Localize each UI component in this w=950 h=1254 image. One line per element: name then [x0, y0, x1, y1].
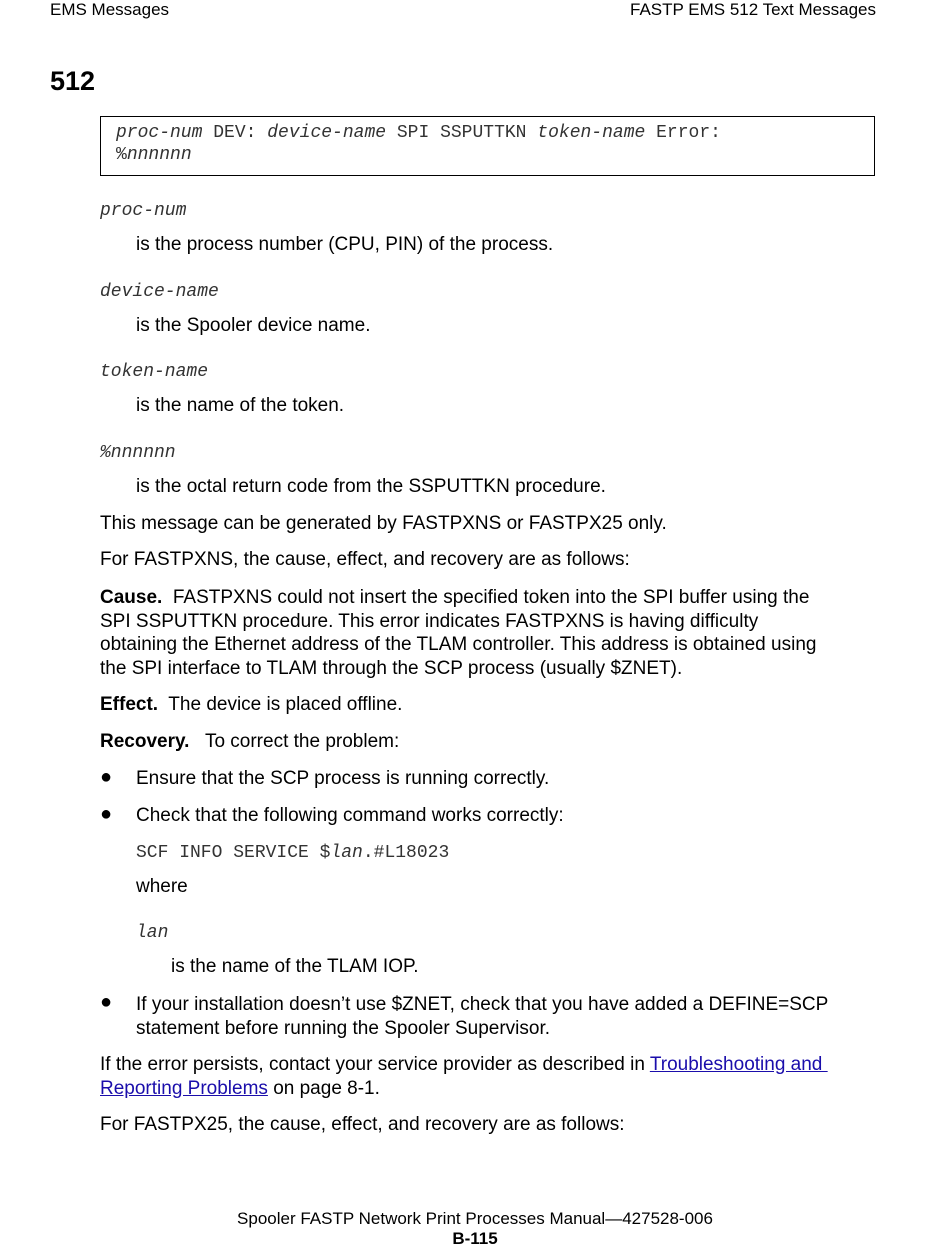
scf-command-prefix: SCF INFO SERVICE $: [136, 843, 331, 863]
definition-term-return-code: %nnnnnn: [100, 443, 176, 463]
syntax-nnnnnn: nnnnnn: [126, 145, 192, 165]
cause-paragraph: [100, 586, 816, 680]
persist-text-post: on page 8-1.: [267, 1077, 380, 1099]
cause-label: Cause.: [100, 587, 163, 608]
bullet-icon: ●: [100, 991, 113, 1013]
message-syntax-box: [100, 116, 875, 176]
recovery-paragraph: [100, 731, 399, 753]
footer-page-number: B-115: [452, 1229, 498, 1248]
persist-paragraph: [100, 1053, 828, 1100]
troubleshooting-link-part-2[interactable]: Reporting Problems: [100, 1077, 268, 1099]
definition-term-proc-num: proc-num: [100, 201, 187, 221]
cause-text-1: FASTPXNS could not insert the specified token into the SPI buffer using the: [172, 587, 810, 608]
bullet-scp-running: Ensure that the SCP process is running correctly.: [136, 768, 550, 789]
bullet-define-scp-line-2: statement before running the Spooler Supervisor.: [136, 1017, 551, 1039]
definition-term-token-name: token-name: [100, 362, 209, 382]
syntax-device-name: device-name: [267, 123, 387, 143]
running-header-right: FASTP EMS 512 Text Messages: [630, 0, 876, 19]
troubleshooting-link-part-1[interactable]: Troubleshooting and: [649, 1054, 828, 1075]
syntax-spi: SPI SSPUTTKN: [386, 123, 538, 143]
message-syntax-line-2: [116, 145, 192, 165]
definition-desc-device-name: is the Spooler device name.: [136, 315, 371, 336]
recovery-text: To correct the problem:: [204, 731, 400, 752]
scf-command-lan: lan: [330, 843, 363, 863]
bullet-icon: ●: [100, 803, 113, 825]
definition-term-lan: lan: [136, 923, 169, 943]
bullet-check-command: Check that the following command works correctly:: [136, 805, 564, 826]
definition-desc-lan: is the name of the TLAM IOP.: [171, 956, 419, 977]
bullet-icon: ●: [100, 766, 113, 788]
syntax-token-name: token-name: [537, 123, 646, 143]
definition-term-device-name: device-name: [100, 282, 219, 302]
message-syntax-line-1: [116, 123, 721, 143]
cause-line-2: SPI SSPUTTKN procedure. This error indicates FASTPXNS is having difficulty: [100, 610, 759, 632]
bullet-define-scp: [136, 993, 828, 1040]
paragraph-generated-by: This message can be generated by FASTPXNS or FASTPX25 only.: [100, 513, 667, 534]
effect-paragraph: [100, 694, 402, 716]
definition-desc-token-name: is the name of the token.: [136, 395, 345, 416]
bullet-define-scp-line-1: If your installation doesn’t use $ZNET, check that you have added a DEFINE=SCP: [136, 994, 829, 1015]
where-text: where: [136, 876, 188, 897]
paragraph-fastpx25-intro: For FASTPX25, the cause, effect, and recovery are as follows:: [100, 1114, 625, 1135]
persist-text-pre: If the error persists, contact your service provider as described in: [100, 1054, 650, 1075]
paragraph-fastpxns-intro: For FASTPXNS, the cause, effect, and recovery are as follows:: [100, 549, 630, 570]
syntax-dev: DEV:: [202, 123, 268, 143]
effect-label: Effect.: [100, 694, 159, 715]
scf-command: [136, 843, 449, 863]
effect-text: The device is placed offline.: [168, 694, 403, 715]
syntax-percent: %: [116, 145, 127, 165]
recovery-label: Recovery.: [100, 731, 190, 752]
cause-line-4: the SPI interface to TLAM through the SCP process (usually $ZNET).: [100, 657, 683, 679]
scf-command-suffix: .#L18023: [362, 843, 450, 863]
footer-manual-title: Spooler FASTP Network Print Processes Manual—427528-006: [237, 1209, 713, 1228]
cause-line-3: obtaining the Ethernet address of the TLAM controller. This address is obtained using: [100, 634, 817, 655]
running-header-left: EMS Messages: [50, 0, 170, 19]
cause-line-1: [100, 586, 816, 610]
syntax-error: Error:: [645, 123, 721, 143]
definition-desc-proc-num: is the process number (CPU, PIN) of the process.: [136, 234, 554, 255]
definition-desc-return-code: is the octal return code from the SSPUTTKN procedure.: [136, 476, 606, 497]
message-number: 512: [50, 66, 96, 96]
syntax-proc-num: proc-num: [116, 123, 203, 143]
